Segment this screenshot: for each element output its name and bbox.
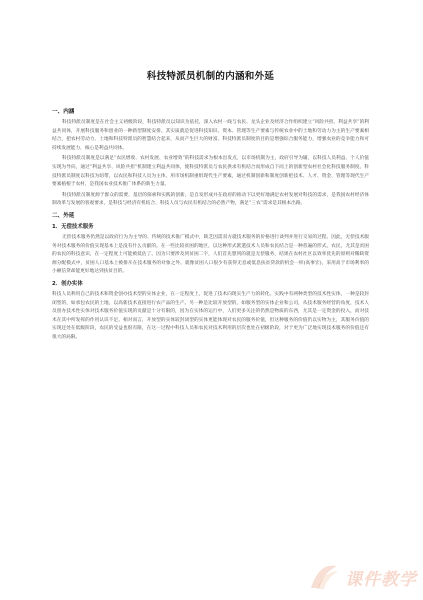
paragraph-5: 科技人员利用自己的技术和资金创办技术型的实体企业，在一定程度上，促进了技术向现实生产力的转化。实践中有两种类型的技术性实体，一种是较封闭型的，如承包农民的土地，以高新技术直接进行农产品的生产。另一种是比较开放型的，如服务型的实体企业和公司，从技术服务经营的角度，技术人员创办技术性实体对技术服务价值实现的贡献是十分有限的，因为在实体的运行中，人们更多关注的仍然是物质的东西，尤其是一定资金的投入，而对技术在其中所发挥的作用认识不足。相对而言，开放型的实体较封闭型的实体更能体现对农民的服务价值，但这种服务的价值仍以实物为主，其服务价值的实现还处在低级阶段，农民的受益也很有限，在这一过程中科技人员和农民对技术利用的层次也处在初级阶段，对于更为广泛地实现技术服务的价值还有很大的局限。 (52, 291, 369, 340)
watermark (297, 558, 417, 596)
section-heading-connotation: 一、内涵 (52, 109, 75, 115)
section-heading-extension: 二、外延 (52, 212, 75, 219)
watermark-text: 课件教学 (345, 569, 417, 590)
document-title: 科技特派员机制的内涵和外延 (146, 71, 275, 82)
paragraph-1: 科技特派员制度是在社会主义初级阶段，科技特派员以知识为依托，深入农村一线与农民、龙头企业及经济合作组织建立“风险共担、利益共享”的利益共同体，开展科技服务和创业的一种新型制度安排。其实质就是促进科技知识、资本、管理等生产要素与传统农业中的土地和劳动力为主的生产要素相结合，把农村劳动力、土地和科技特派员的智慧结合起来，从而产生巨大的财富。科技特派员制度的目的是增强综合服务能力，增强农业的竞争能力和可持续发展能力，核心是利益共同体。 (52, 120, 369, 151)
subheading-free-service: 1．无偿技术服务 (52, 223, 94, 230)
paragraph-4: 无偿技术服务仍然是以政府行为为主导的、传统的技术推广模式中，缺乏因需双方就技术服务的价格进行谈判并进行交易的过程。因此，无偿技术服务对技术服务的价值实现基本上是没有什么贡献的。在一些比较贫困的地区，以这种形式派遣技术人员和农民结合是一种普遍的形式。农民，尤其是贫困的农民的科技意识，在一定程度上可能被低估了。因为只要涉及到贫困二字，人们首先想到的就是无偿服务，结果在农村社区以效率优先的原则对稀缺资源分配模式中，贫困人口基本上被排斥在技术服务的对象之外。就像贫困人口很少有获得无息或低息扶贫贷款的机会一样(高事宏)，采用高于市场利率的小额信贷却能更好地达到扶贫目的。 (52, 234, 369, 275)
watermark-logo-icon (307, 562, 341, 592)
paragraph-3: 科技特派员制度源于群众的需要、基层的探索和实践的创新，是自发形成并在政府的推动下以更好地满足农村发展对科技的需求，是我国农村经济体制改革与发展的客观要求，是科技与经济有机结合、科技人员与农民有机结合的必然产物，满足“三农”需求是其根本出路。 (52, 192, 369, 207)
paragraph-2: 科技特派员制度是以满足“农民增收、农村发展、农业增效”的科技需求为根本出发点，以市场机制为主，政府引导为辅，以科技人员利益、个人价值实现为导向，通过“利益共享、风险共担”机制建立利益共同体，使科技特派员与农民供求有机结合而形成自下而上的创新型农村社会化科技服务制度。科技特派员制度以科技为纽带，以农民和科技人员为主体，用市场机制重组现代生产要素，通过机制创新和制度创新把技术、人才、资金、管理等现代生产要素植根于农村，是我国农业技术推广体系的新生力量。 (52, 156, 369, 188)
subheading-found-entity: 2．创办实体 (52, 280, 83, 287)
